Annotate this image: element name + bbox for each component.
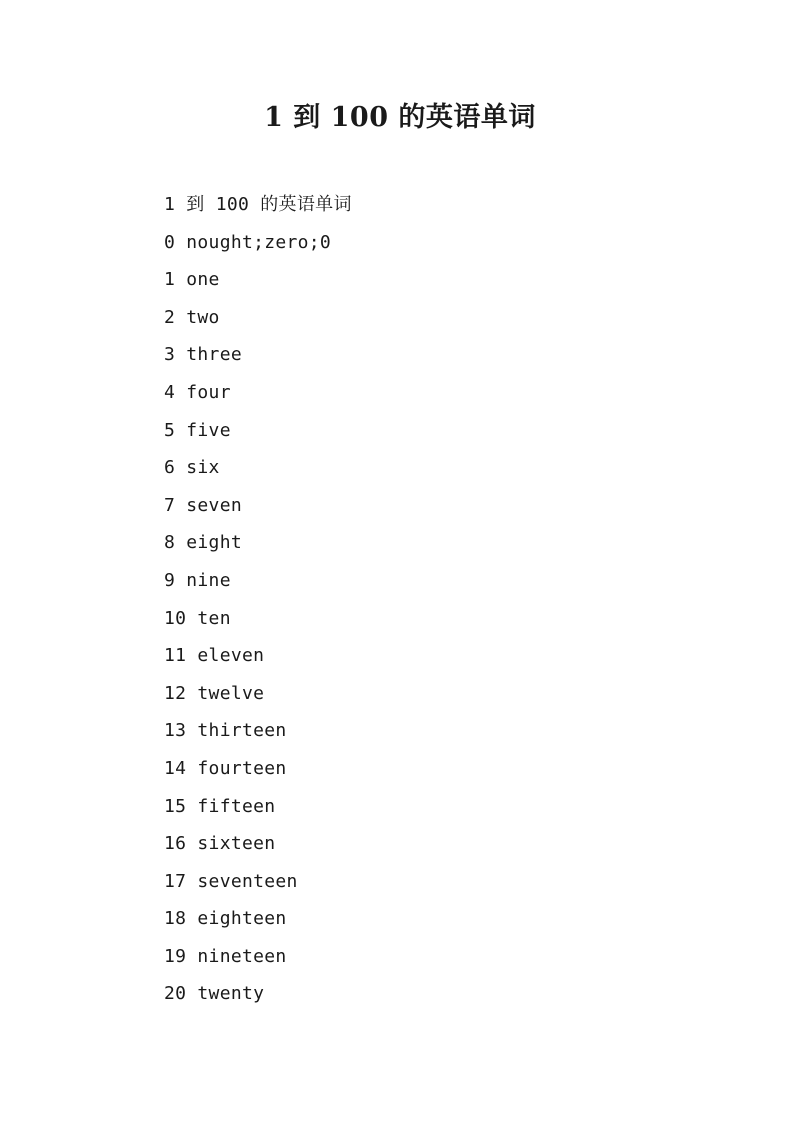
list-item [164,637,724,675]
list-item [164,825,724,863]
entry-number: 12 [164,682,187,704]
document-body [164,186,724,1013]
list-item [164,938,724,976]
entry-number: 20 [164,983,187,1005]
entry-word: fifteen [197,795,276,817]
entry-word: eighteen [197,908,287,930]
entry-word: three [186,344,242,366]
list-item [164,562,724,600]
entry-number: 2 [164,306,176,328]
entry-number: 15 [164,795,187,817]
entry-number: 1 [164,269,176,291]
entry-word: sixteen [197,833,276,855]
entry-word: eleven [197,645,265,667]
entry-number: 3 [164,344,176,366]
entry-word: seventeen [197,870,298,892]
entry-number: 13 [164,720,187,742]
entry-number: 8 [164,532,176,554]
list-item [164,788,724,826]
entry-word: nought;zero;0 [186,231,332,253]
list-item [164,412,724,450]
entry-number: 0 [164,231,176,253]
entry-word: two [186,306,220,328]
list-item [164,487,724,525]
entry-number: 19 [164,945,187,967]
document-subtitle: 1 到 100 的英语单词 [164,194,352,215]
entry-word: nine [186,569,231,591]
entry-word: fourteen [197,757,287,779]
entry-number: 5 [164,419,176,441]
entry-word: five [186,419,231,441]
entry-word: thirteen [197,720,287,742]
entry-number: 7 [164,494,176,516]
list-item [164,975,724,1013]
entry-word: eight [186,532,242,554]
entry-number: 18 [164,908,187,930]
list-item [164,675,724,713]
list-item [164,712,724,750]
entry-number: 11 [164,645,187,667]
entry-word: seven [186,494,242,516]
list-item [164,449,724,487]
list-item [164,261,724,299]
entry-word: ten [197,607,231,629]
list-item [164,374,724,412]
list-item [164,524,724,562]
entry-number: 4 [164,381,176,403]
list-item [164,750,724,788]
list-item [164,600,724,638]
document-title: 1 到 100 的英语单词 [264,102,536,133]
list-item [164,336,724,374]
entry-word: six [186,457,220,479]
entry-number: 14 [164,757,187,779]
entry-number: 9 [164,569,176,591]
entry-number: 17 [164,870,187,892]
list-item [164,900,724,938]
entry-word: one [186,269,220,291]
entry-word: four [186,381,231,403]
entry-word: nineteen [197,945,287,967]
entry-number: 10 [164,607,187,629]
list-item [164,863,724,901]
list-item [164,299,724,337]
list-item [164,224,724,262]
entry-number: 16 [164,833,187,855]
entry-word: twenty [197,983,265,1005]
entry-word: twelve [197,682,265,704]
entry-number: 6 [164,457,176,479]
